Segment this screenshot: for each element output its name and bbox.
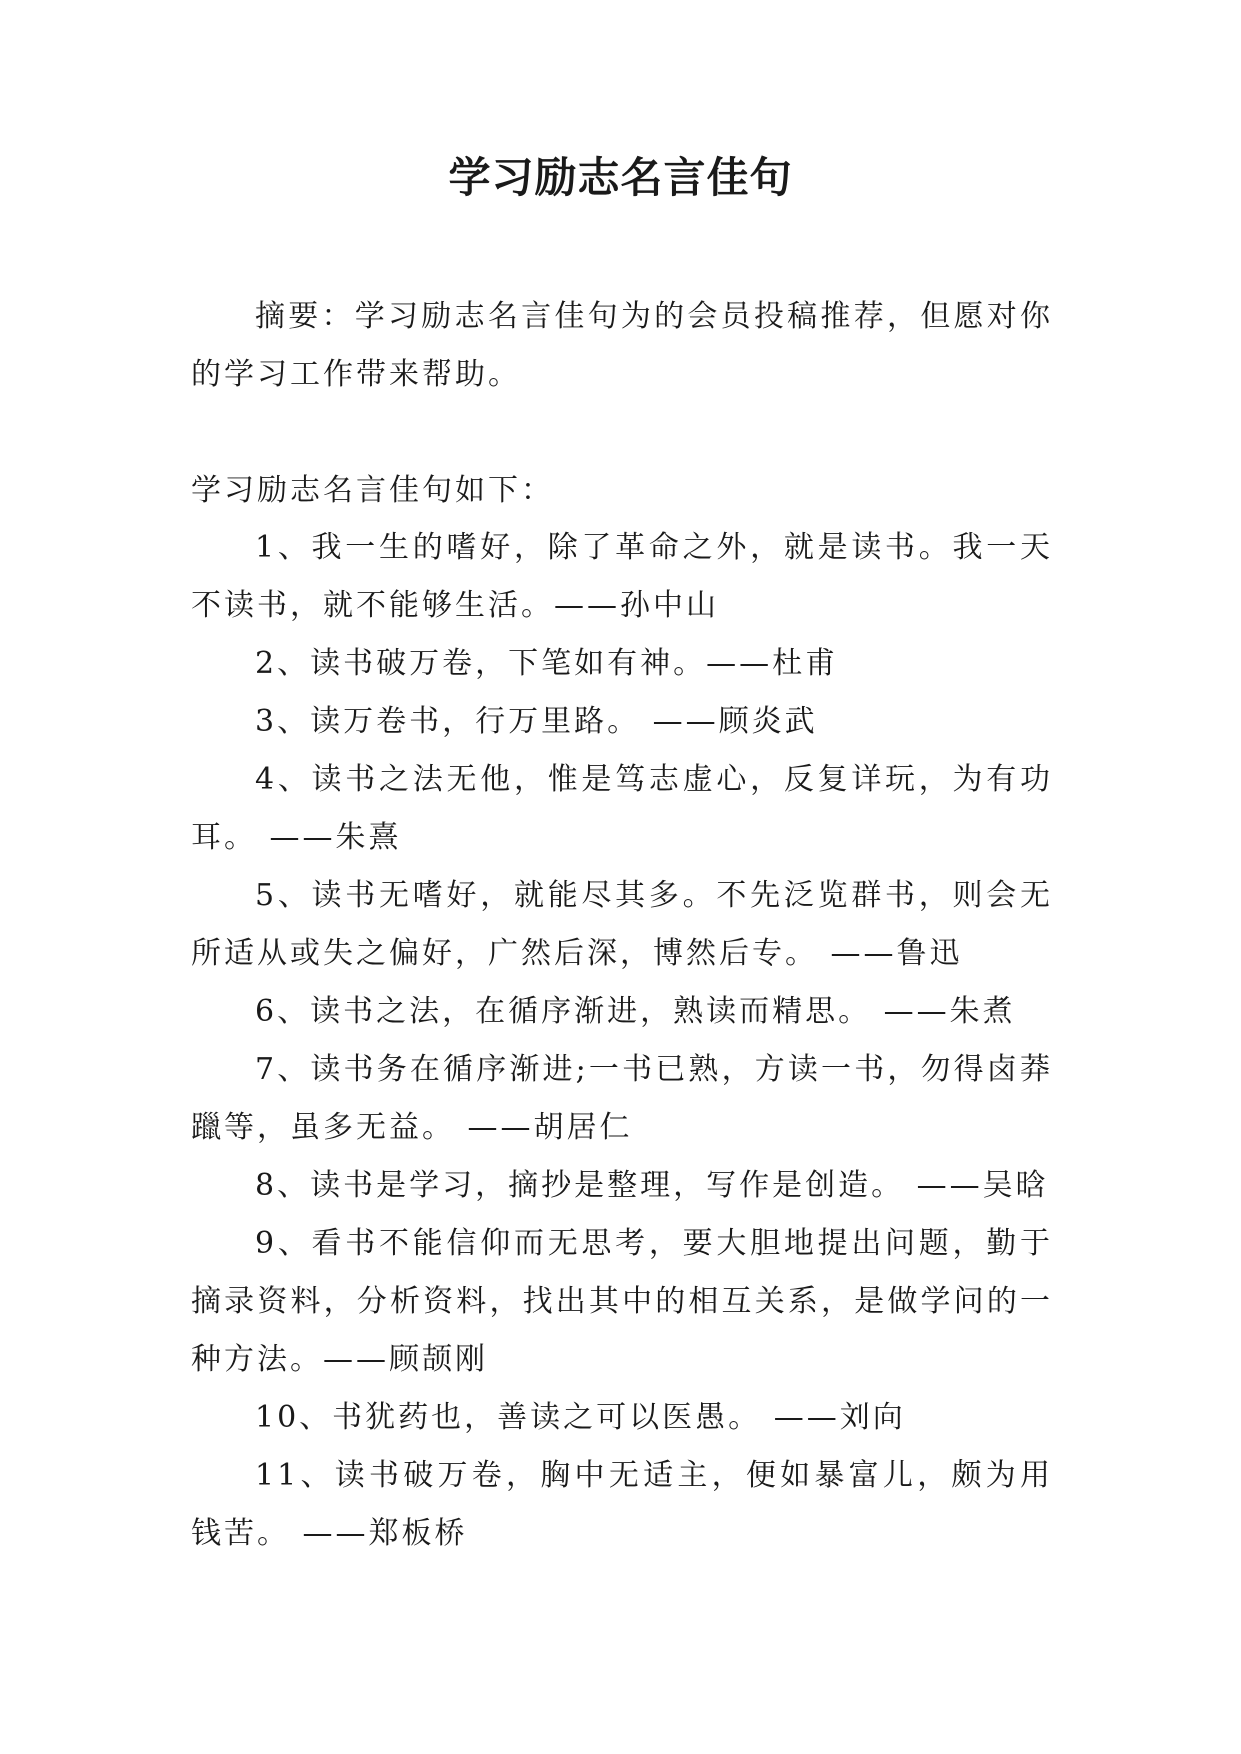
quote-item: 7、读书务在循序渐进;一书已熟，方读一书，勿得卤莽躐等，虽多无益。 ——胡居仁 (191, 1052, 1053, 1145)
abstract-paragraph: 摘要：学习励志名言佳句为的会员投稿推荐，但愿对你的学习工作带来帮助。 (191, 299, 1053, 392)
quote-item: 9、看书不能信仰而无思考，要大胆地提出问题，勤于摘录资料，分析资料，找出其中的相互关系，是做学问的一种方法。——顾颉刚 (191, 1226, 1053, 1377)
quote-item: 6、读书之法，在循序渐进，熟读而精思。 ——朱煮 (255, 994, 1016, 1029)
quote-item: 10、书犹药也，善读之可以医愚。 ——刘向 (255, 1400, 906, 1435)
quote-list (191, 519, 1053, 1563)
quote-item: 1、我一生的嗜好，除了革命之外，就是读书。我一天不读书，就不能够生活。——孙中山 (191, 530, 1053, 623)
quote-item: 4、读书之法无他，惟是笃志虚心，反复详玩，为有功耳。 ——朱熹 (191, 762, 1053, 855)
quote-item: 5、读书无嗜好，就能尽其多。不先泛览群书，则会无所适从或失之偏好，广然后深，博然后专。 ——鲁迅 (191, 878, 1053, 971)
intro-line: 学习励志名言佳句如下： (191, 473, 554, 508)
document-title: 学习励志名言佳句 (448, 153, 793, 202)
quote-item: 8、读书是学习，摘抄是整理，写作是创造。 ——吴晗 (255, 1168, 1049, 1203)
quote-item: 3、读万卷书，行万里路。 ——顾炎武 (255, 704, 818, 739)
quote-item: 11、读书破万卷，胸中无适主，便如暴富儿，颇为用钱苦。 ——郑板桥 (191, 1458, 1053, 1551)
quote-item: 2、读书破万卷，下笔如有神。——杜甫 (255, 646, 839, 681)
